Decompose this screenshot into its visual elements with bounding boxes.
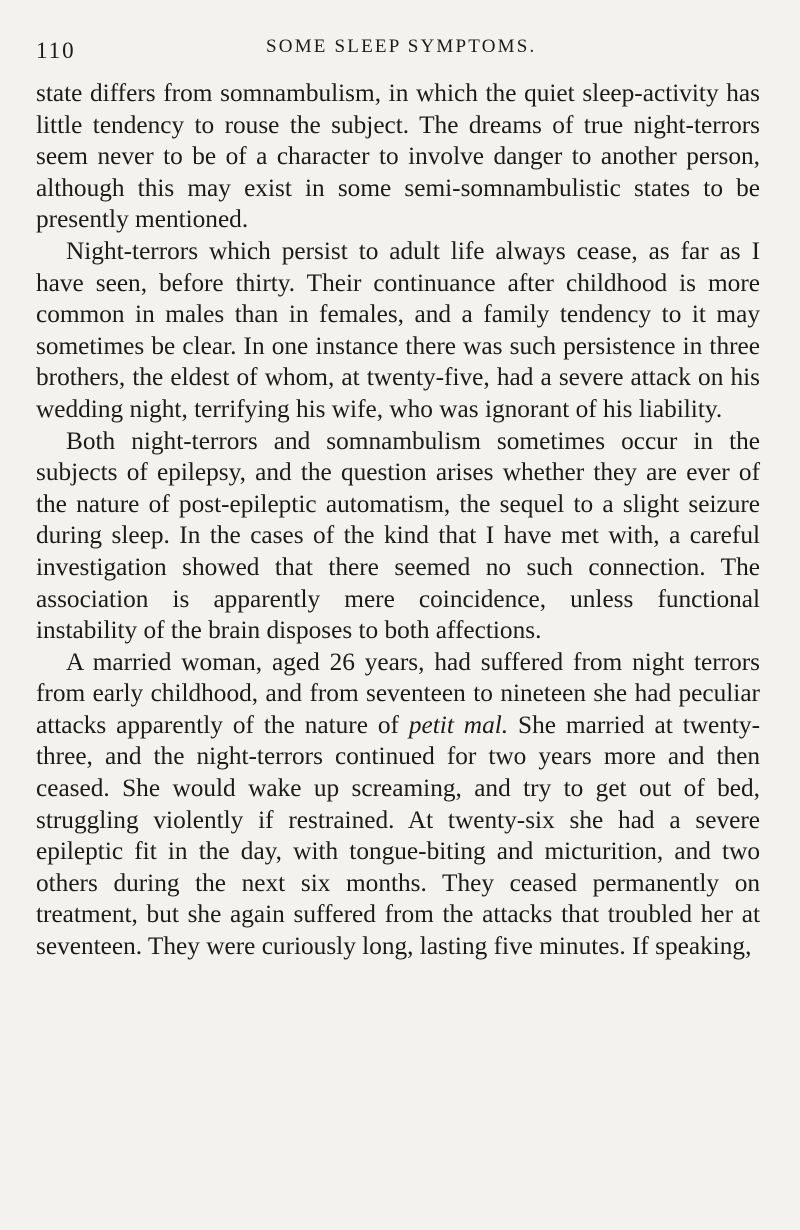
paragraph-4-text-before: A married woman, aged 26 years, had suffered from night terrors from early childhood, and from seventeen to nineteen she had peculiar attacks apparently of the nature of: [36, 647, 760, 739]
paragraph-3: Both night-terrors and somnambulism sometimes occur in the subjects of epilepsy, and the question arises whether they are ever of the nature of post-epileptic automatism, the sequel to a slight seizure during sleep. In the cases of the kind that I have met with, a careful investigation showed that there seemed no such connection. The association is apparently mere coincidence, unless functional instability of the brain disposes to both affections.: [36, 426, 760, 645]
page-number: 110: [36, 38, 76, 63]
paragraph-1: state differs from somnambulism, in which the quiet sleep-activity has little tendency to rouse the subject. The dreams of true night-terrors seem never to be of a character to involve danger to another person, although this may exist in some semi-somnambulistic states to be presently mentioned.: [36, 79, 760, 234]
paragraph-4: [36, 647, 760, 963]
running-head: [36, 30, 760, 70]
running-title: SOME SLEEP SYMPTOMS.: [266, 36, 537, 57]
body-text: [36, 78, 760, 963]
paragraph-2: Night-terrors which persist to adult life always cease, as far as I have seen, before thirty. Their continuance after childhood is more common in males than in females, and a family tendency to it may sometimes be clear. In one instance there was such persistence in three brothers, the eldest of whom, at twenty-five, had a severe attack on his wedding night, terrifying his wife, who was ignorant of his liability.: [36, 236, 760, 423]
paragraph-4-text-after: She married at twenty-three, and the night-terrors continued for two years more and then ceased. She would wake up screaming, and try to get out of bed, struggling violently if restrained. At twenty-six she had a severe epileptic fit in the day, with tongue-biting and micturition, and two others during the next six months. They ceased permanently on treatment, but she again suffered from the attacks that troubled her at seventeen. They were curiously long, lasting five minutes. If speaking,: [36, 710, 760, 961]
italic-term: petit mal.: [408, 710, 509, 739]
